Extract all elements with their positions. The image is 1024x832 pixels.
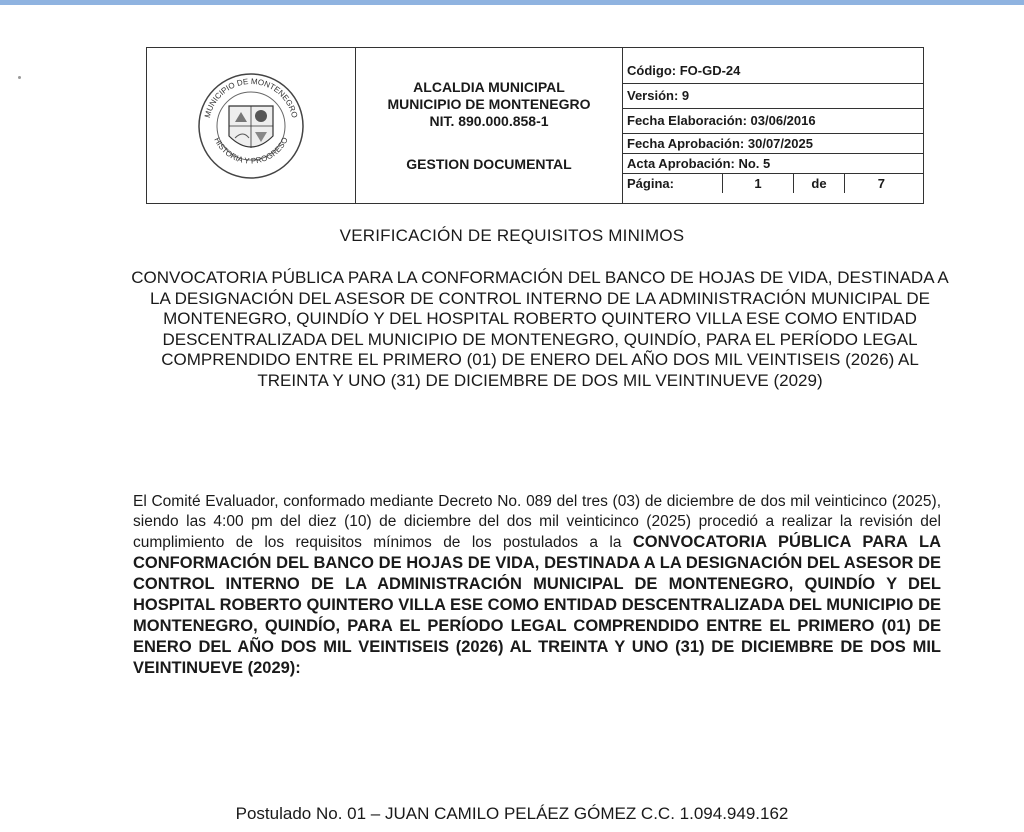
logo-cell bbox=[147, 48, 356, 204]
organization-cell bbox=[356, 48, 623, 204]
body-paragraph bbox=[133, 492, 941, 679]
scan-speck bbox=[18, 76, 21, 79]
document-info-cell bbox=[623, 48, 924, 204]
doc-version: Versión: 9 bbox=[623, 84, 923, 109]
doc-code: Código: FO-GD-24 bbox=[623, 59, 923, 84]
page-counter bbox=[623, 174, 923, 193]
org-nit: NIT. 890.000.858-1 bbox=[429, 112, 549, 129]
applicant-heading: Postulado No. 01 – JUAN CAMILO PELÁEZ GÓMEZ C.C. 1.094.949.162 bbox=[235, 804, 789, 823]
seal-top-text: MUNICIPIO DE MONTENEGRO bbox=[202, 76, 300, 119]
paragraph-bold-convocatoria: CONVOCATORIA PÚBLICA PARA LA CONFORMACIÓN DEL BANCO DE HOJAS DE VIDA, DESTINADA A LA DESIGNACIÓN DEL ASESOR DE CONTROL INTERNO DE LA ADMINISTRACIÓN MUNICIPAL DE MONTENEGRO, QUINDÍO Y DEL HOSPITAL ROBERTO QUINTERO VILLA ESE COMO ENTIDAD DESCENTRALIZADA DEL MUNICIPIO DE MONTENEGRO, QUINDÍO, PARA EL PERÍODO LEGAL COMPRENDIDO ENTRE EL PRIMERO (01) DE ENERO DEL AÑO DOS MIL VEINTISEIS (2026) AL TREINTA Y UNO (31) DE DICIEMBRE DE DOS MIL VEINTINUEVE (2029): bbox=[133, 533, 941, 677]
org-department: GESTION DOCUMENTAL bbox=[406, 155, 572, 172]
page-total: 7 bbox=[877, 175, 885, 191]
document-header-table bbox=[146, 47, 924, 204]
org-name: ALCALDIA MUNICIPAL bbox=[413, 78, 565, 95]
municipal-seal-logo bbox=[147, 66, 355, 186]
page-number: 1 bbox=[723, 174, 794, 193]
paragraph-intro: El Comité Evaluador, conformado mediante Decreto No. 089 del tres (03) de diciembre de dos mil veinticinco (2025), siendo las 4:00 pm del diez (10) de diciembre del dos mil veinticinco (2025) procedió a realizar la revisión del cumplimiento de los requisitos mínimos de los postulados a la bbox=[133, 493, 941, 551]
seal-bottom-text: HISTORIA Y PROGRESO bbox=[212, 135, 290, 166]
page-of: de bbox=[794, 174, 845, 193]
doc-approval-date: Fecha Aprobación: 30/07/2025 bbox=[623, 134, 923, 154]
document-title: VERIFICACIÓN DE REQUISITOS MINIMOS bbox=[339, 226, 685, 245]
doc-approval-act: Acta Aprobación: No. 5 bbox=[623, 154, 923, 174]
top-edge-bar bbox=[0, 0, 1024, 5]
convocatoria-title: CONVOCATORIA PÚBLICA PARA LA CONFORMACIÓN DEL BANCO DE HOJAS DE VIDA, DESTINADA A LA DESIGNACIÓN DEL ASESOR DE CONTROL INTERNO DE LA ADMINISTRACIÓN MUNICIPAL DE MONTENEGRO, QUINDÍO Y DEL HOSPITAL ROBERTO QUINTERO VILLA ESE COMO ENTIDAD DESCENTRALIZADA DEL MUNICIPIO DE MONTENEGRO, QUINDÍO, PARA EL PERÍODO LEGAL COMPRENDIDO ENTRE EL PRIMERO (01) DE ENERO DEL AÑO DOS MIL VEINTISEIS (2026) AL TREINTA Y UNO (31) DE DICIEMBRE DE DOS MIL VEINTINUEVE (2029) bbox=[131, 268, 949, 390]
page-label: Página: bbox=[623, 174, 723, 193]
org-municipality: MUNICIPIO DE MONTENEGRO bbox=[387, 95, 591, 112]
doc-elaboration-date: Fecha Elaboración: 03/06/2016 bbox=[623, 109, 923, 134]
